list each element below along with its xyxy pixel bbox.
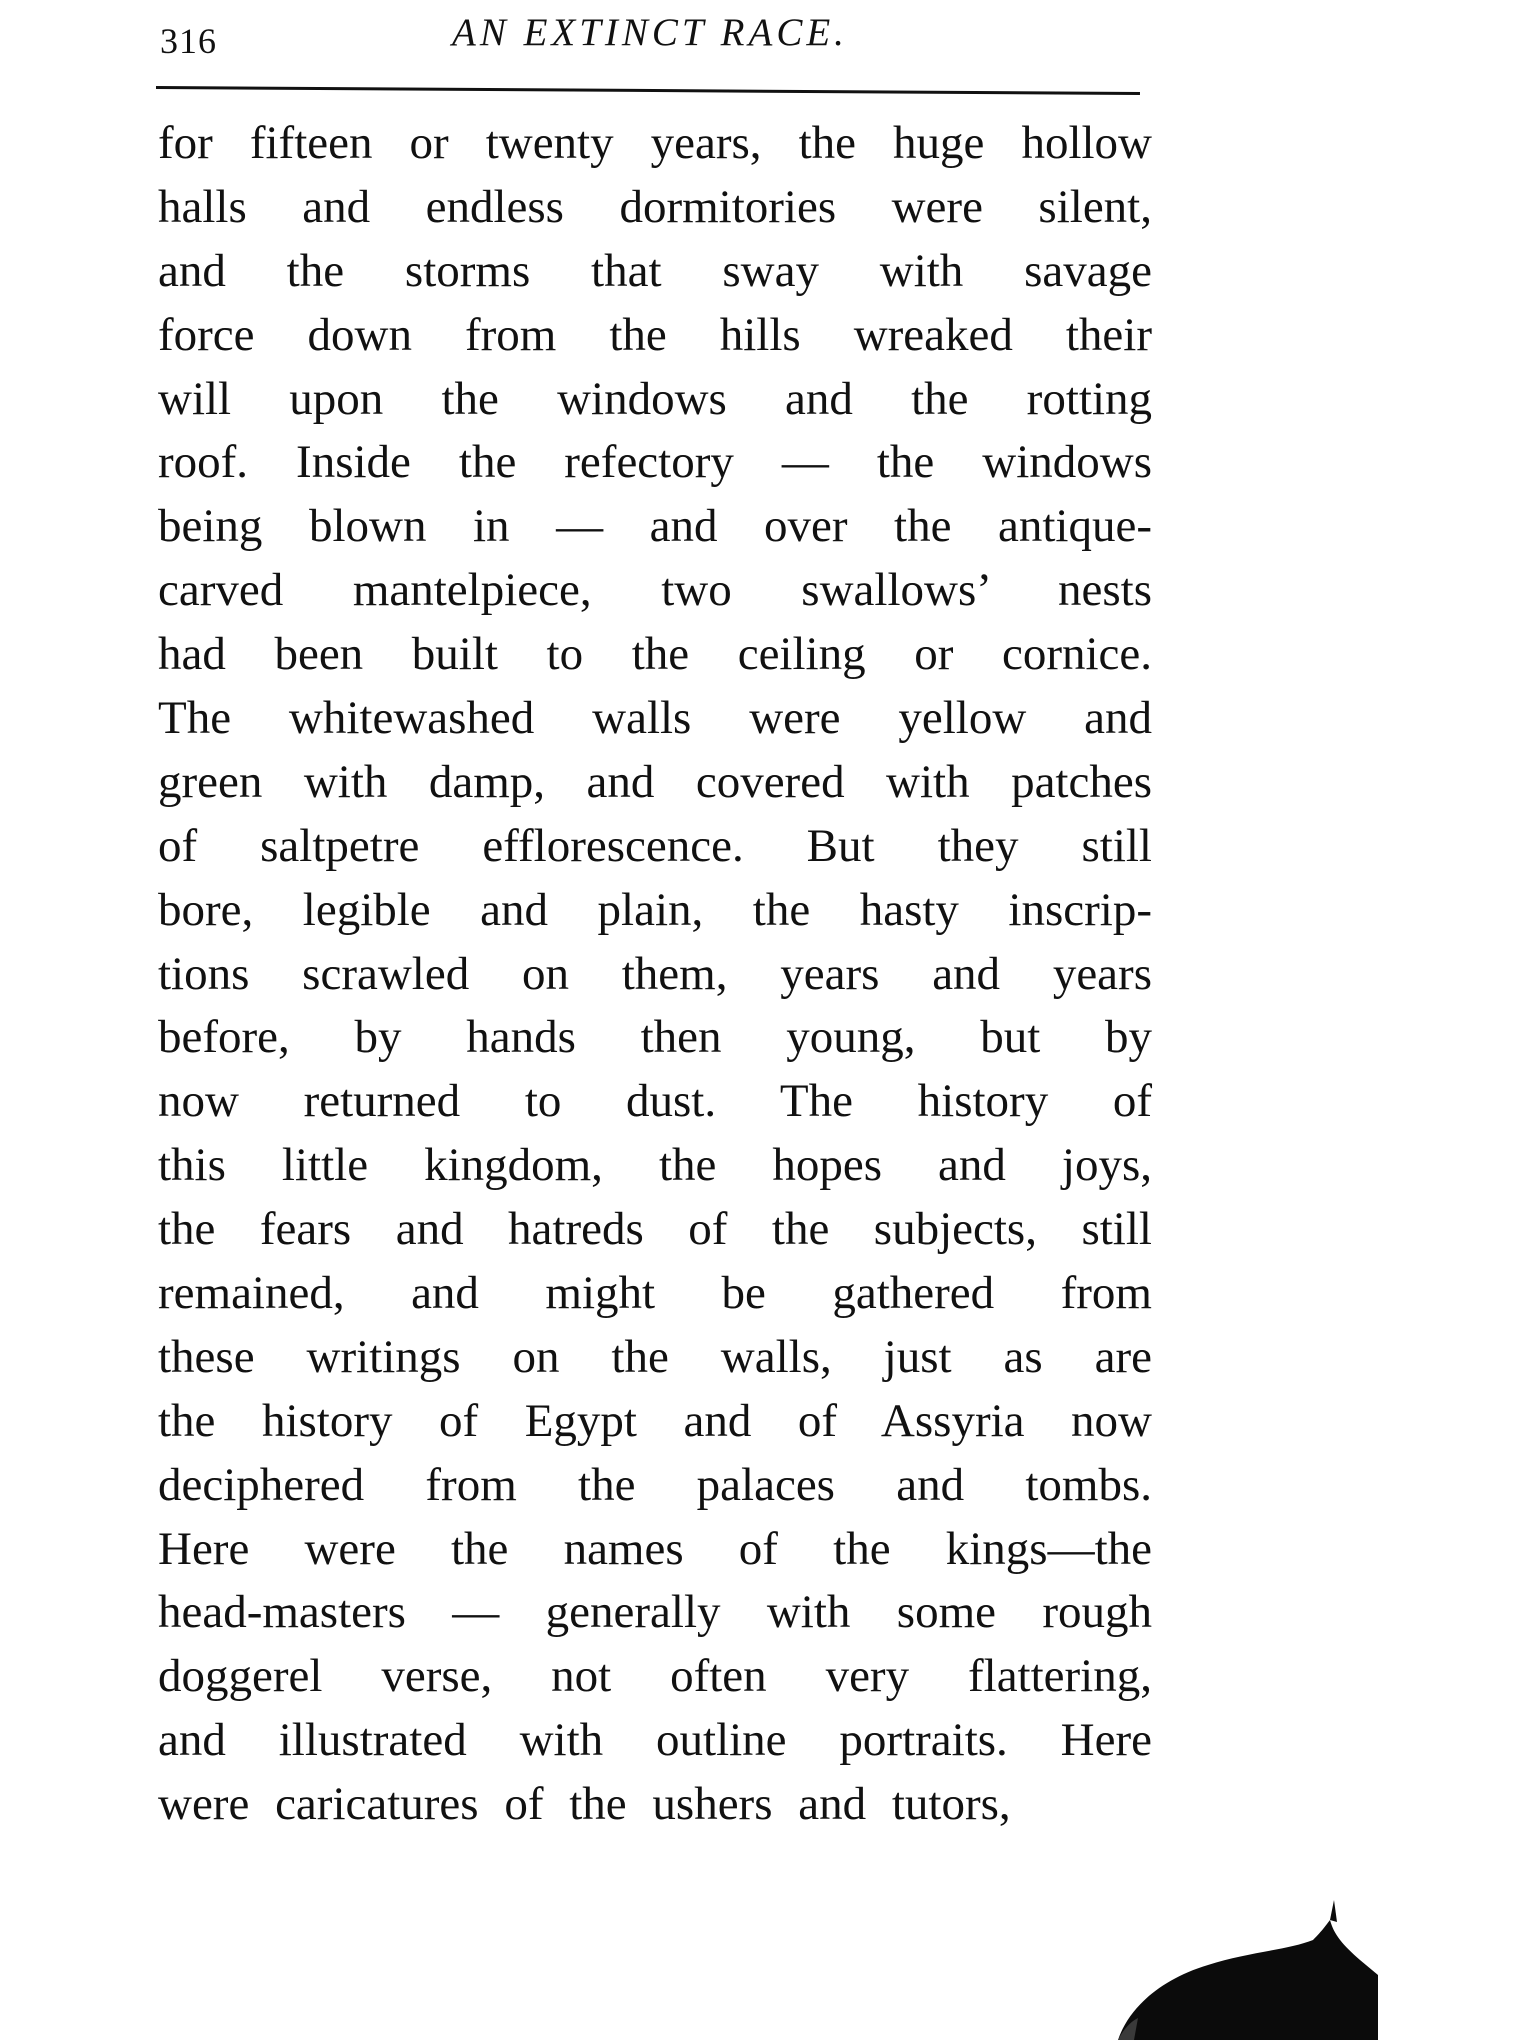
page-number: 316 [160,21,217,61]
text-line: this little kingdom, the hopes and joys, [158,1139,1152,1192]
text-line: roof. Inside the refectory — the windows [158,436,1152,489]
text-line: before, by hands then young, but by [158,1011,1152,1064]
text-line: and the storms that sway with savage [158,244,1152,297]
text-line: bore, legible and plain, the hasty inscrip- [158,883,1152,936]
text-line: and illustrated with outline portraits. Here [158,1714,1152,1767]
text-line: these writings on the walls, just as are [158,1330,1152,1383]
text-line: head-masters — generally with some rough [158,1586,1152,1639]
text-line: green with damp, and covered with patches [158,755,1152,808]
text-line: force down from the hills wreaked their [158,308,1152,361]
text-line: carved mantelpiece, two swallows’ nests [158,564,1152,617]
text-line: remained, and might be gathered from [158,1267,1152,1320]
running-head: AN EXTINCT RACE. [452,11,848,54]
text-line: had been built to the ceiling or cornice. [158,628,1152,681]
text-line: deciphered from the palaces and tombs. [158,1458,1152,1511]
text-line: the fears and hatreds of the subjects, still [158,1203,1152,1256]
text-line: being blown in — and over the antique- [158,500,1152,553]
text-line: The whitewashed walls were yellow and [158,692,1152,745]
text-line: now returned to dust. The history of [158,1075,1152,1128]
text-line: were caricatures of the ushers and tutors, [158,1778,1011,1831]
body-text [158,112,1152,1837]
header-rule [156,86,1140,95]
ink-blot [1098,1880,1378,2040]
text-line: doggerel verse, not often very flattering, [158,1650,1152,1703]
text-line: the history of Egypt and of Assyria now [158,1394,1152,1447]
text-line: of saltpetre efflorescence. But they still [158,819,1152,872]
text-line: will upon the windows and the rotting [158,372,1152,425]
text-line: halls and endless dormitories were silent, [158,180,1152,233]
text-line: tions scrawled on them, years and years [158,947,1152,1000]
text-line: Here were the names of the kings—the [158,1522,1152,1575]
text-line: for fifteen or twenty years, the huge hollow [158,117,1152,169]
